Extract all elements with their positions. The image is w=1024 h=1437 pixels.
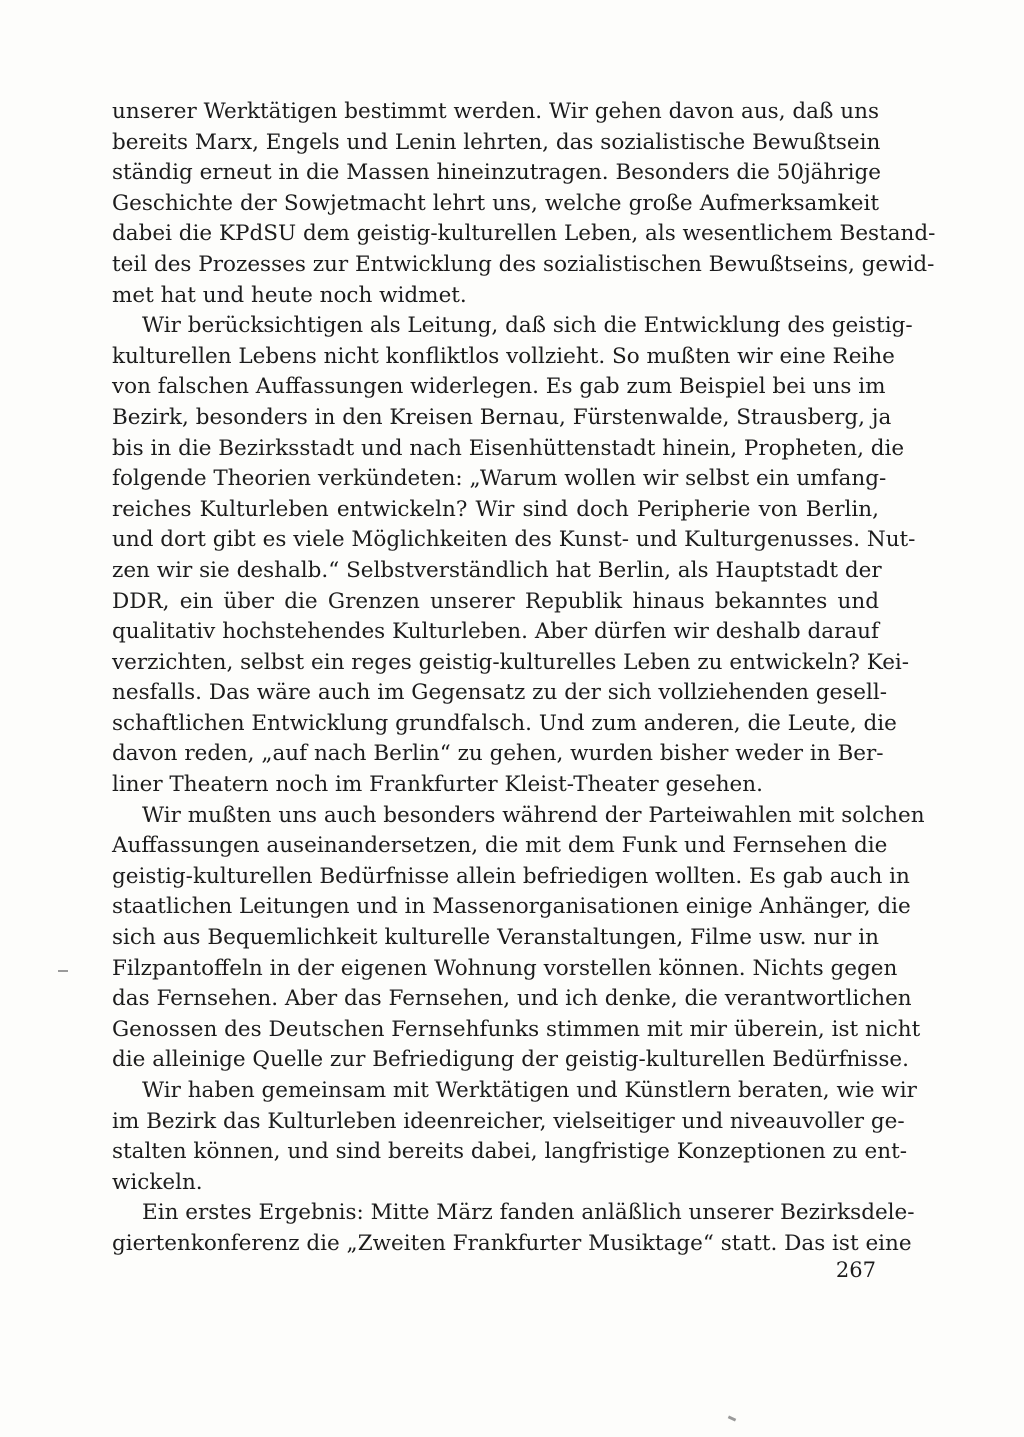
text-line: die alleinige Quelle zur Befriedigung der geistig-kulturellen Bedürfnisse. xyxy=(112,1047,909,1073)
text-line: Ein erstes Ergebnis: Mitte März fanden anläßlich unserer Bezirksdele- xyxy=(142,1200,915,1226)
text-line: das Fernsehen. Aber das Fernsehen, und ich denke, die verantwortlichen xyxy=(112,986,912,1012)
text-line: und dort gibt es viele Möglichkeiten des Kunst- und Kulturgenusses. Nut- xyxy=(112,527,916,553)
text-line: bis in die Bezirksstadt und nach Eisenhüttenstadt hinein, Propheten, die xyxy=(112,435,905,461)
paragraph xyxy=(112,1076,917,1198)
text-line: Wir haben gemeinsam mit Werktätigen und Künstlern beraten, wie wir xyxy=(142,1078,917,1103)
text-line: Auffassungen auseinandersetzen, die mit dem Funk und Fernsehen die xyxy=(112,833,888,859)
text-line: staatlichen Leitungen und in Massenorganisationen einige Anhänger, die xyxy=(112,894,911,920)
text-line: bereits Marx, Engels und Lenin lehrten, das sozialistische Bewußtsein xyxy=(112,129,881,155)
text-line: kulturellen Lebens nicht konfliktlos vollzieht. So mußten wir eine Reihe xyxy=(112,343,895,369)
text-line: wickeln. xyxy=(112,1169,203,1195)
paragraph xyxy=(112,97,936,311)
text-line: unserer Werktätigen bestimmt werden. Wir gehen davon aus, daß uns xyxy=(112,99,879,124)
text-line: DDR, ein über die Grenzen unserer Republik hinaus bekanntes und xyxy=(112,588,879,614)
text-line: met hat und heute noch widmet. xyxy=(112,282,467,308)
text-line: schaftlichen Entwicklung grundfalsch. Und zum anderen, die Leute, die xyxy=(112,710,897,736)
paragraph xyxy=(112,311,916,801)
body-text xyxy=(112,97,936,1260)
text-line: ständig erneut in die Massen hineinzutragen. Besonders die 50jährige xyxy=(112,160,881,186)
text-line: nesfalls. Das wäre auch im Gegensatz zu der sich vollziehenden gesell- xyxy=(112,680,888,706)
text-line: liner Theatern noch im Frankfurter Kleist-Theater gesehen. xyxy=(112,772,763,798)
text-line: im Bezirk das Kulturleben ideenreicher, vielseitiger und niveauvoller ge- xyxy=(112,1108,905,1134)
text-line: Genossen des Deutschen Fernsehfunks stimmen mit mir überein, ist nicht xyxy=(112,1016,921,1042)
text-line: giertenkonferenz die „Zweiten Frankfurter Musiktage“ statt. Das ist eine xyxy=(112,1230,912,1256)
text-line: zen wir sie deshalb.“ Selbstverständlich hat Berlin, als Hauptstadt der xyxy=(112,557,882,583)
text-line: reiches Kulturleben entwickeln? Wir sind doch Peripherie von Berlin, xyxy=(112,496,879,522)
text-line: sich aus Bequemlichkeit kulturelle Veranstaltungen, Filme usw. nur in xyxy=(112,925,879,951)
text-line: folgende Theorien verkündeten: „Warum wollen wir selbst ein umfang- xyxy=(112,466,887,492)
margin-mark xyxy=(58,970,68,972)
text-line: von falschen Auffassungen widerlegen. Es gab zum Beispiel bei uns im xyxy=(112,374,886,400)
text-line: verzichten, selbst ein reges geistig-kulturelles Leben zu entwickeln? Kei- xyxy=(112,649,910,675)
text-line: Wir berücksichtigen als Leitung, daß sich die Entwicklung des geistig- xyxy=(142,313,913,339)
text-line: stalten können, und sind bereits dabei, langfristige Konzeptionen zu ent- xyxy=(112,1139,908,1165)
paragraph xyxy=(112,801,925,1076)
page-number: 267 xyxy=(835,1258,876,1282)
margin-mark xyxy=(728,1415,737,1421)
text-line: qualitativ hochstehendes Kulturleben. Aber dürfen wir deshalb darauf xyxy=(112,619,879,645)
text-line: davon reden, „auf nach Berlin“ zu gehen, wurden bisher weder in Ber- xyxy=(112,741,884,767)
paragraph xyxy=(112,1198,915,1259)
text-line: geistig-kulturellen Bedürfnisse allein befriedigen wollten. Es gab auch in xyxy=(112,863,910,889)
text-line: Bezirk, besonders in den Kreisen Bernau, Fürstenwalde, Strausberg, ja xyxy=(112,404,892,430)
text-line: Wir mußten uns auch besonders während der Parteiwahlen mit solchen xyxy=(142,802,925,828)
text-line: Geschichte der Sowjetmacht lehrt uns, welche große Aufmerksamkeit xyxy=(112,190,879,216)
text-line: Filzpantoffeln in der eigenen Wohnung vorstellen können. Nichts gegen xyxy=(112,955,898,981)
text-line: dabei die KPdSU dem geistig-kulturellen Leben, als wesentlichem Bestand- xyxy=(112,221,936,247)
text-line: teil des Prozesses zur Entwicklung des sozialistischen Bewußtseins, gewid- xyxy=(112,251,935,277)
